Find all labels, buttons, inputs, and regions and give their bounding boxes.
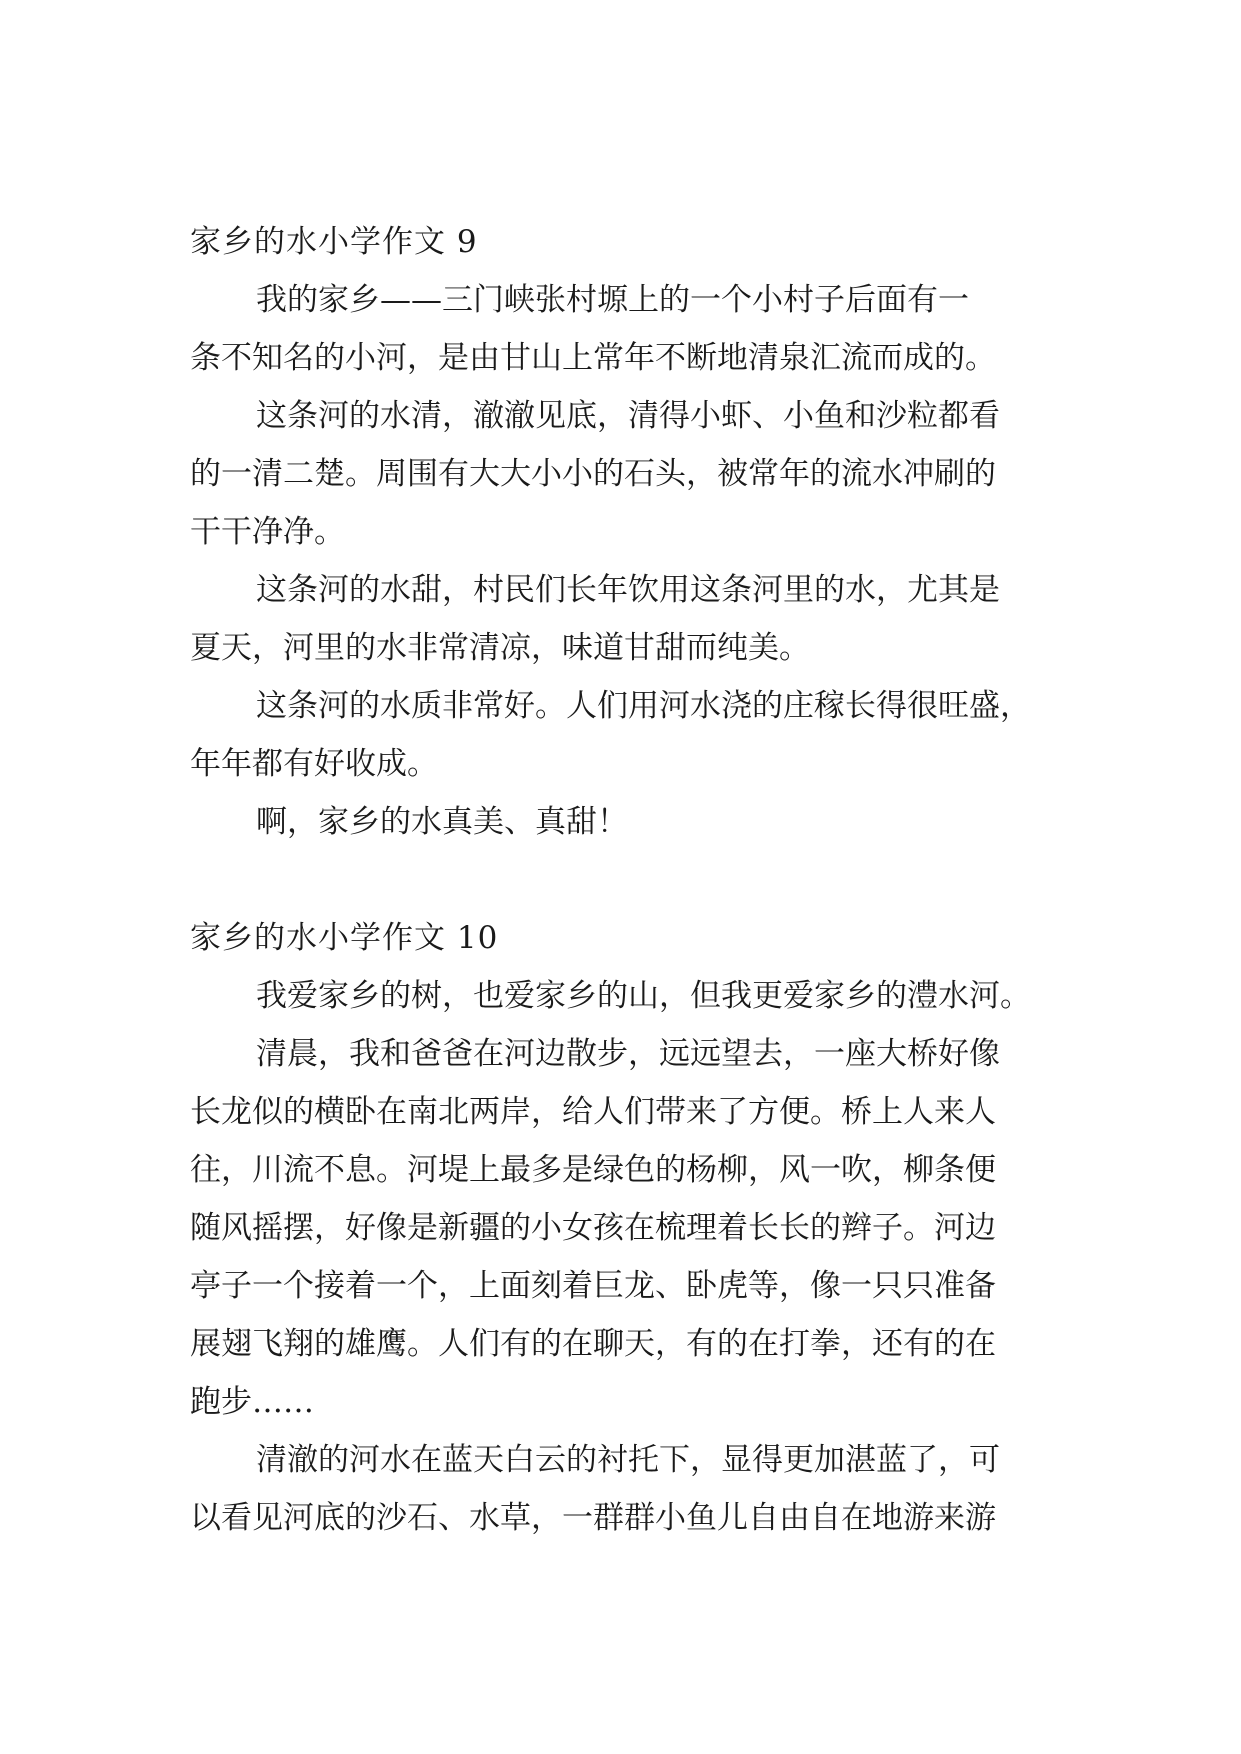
- paragraph-line: 清晨，我和爸爸在河边散步，远远望去，一座大桥好像: [256, 1036, 1000, 1072]
- paragraph-line: 跑步……: [190, 1384, 314, 1420]
- paragraph-line: 清澈的河水在蓝天白云的衬托下，显得更加湛蓝了，可: [256, 1442, 1000, 1478]
- paragraph-line: 条不知名的小河，是由甘山上常年不断地清泉汇流而成的。: [190, 340, 996, 376]
- paragraph-line: 展翅飞翔的雄鹰。人们有的在聊天，有的在打拳，还有的在: [190, 1326, 996, 1362]
- paragraph-line: 年年都有好收成。: [190, 746, 438, 782]
- paragraph-line: 夏天，河里的水非常清凉，味道甘甜而纯美。: [190, 630, 810, 666]
- paragraph-line: 随风摇摆，好像是新疆的小女孩在梳理着长长的辫子。河边: [190, 1210, 996, 1246]
- paragraph-line: 亭子一个接着一个，上面刻着巨龙、卧虎等，像一只只准备: [190, 1268, 996, 1304]
- paragraph-line: 以看见河底的沙石、水草，一群群小鱼儿自由自在地游来游: [190, 1500, 996, 1536]
- paragraph-line: 这条河的水清，澈澈见底，清得小虾、小鱼和沙粒都看: [256, 398, 1000, 434]
- paragraph-line: 这条河的水质非常好。人们用河水浇的庄稼长得很旺盛，: [256, 688, 1031, 724]
- paragraph-line: 长龙似的横卧在南北两岸，给人们带来了方便。桥上人来人: [190, 1094, 996, 1130]
- paragraph-line: 啊，家乡的水真美、真甜！: [256, 804, 628, 840]
- paragraph-line: 我爱家乡的树，也爱家乡的山，但我更爱家乡的澧水河。: [256, 978, 1031, 1014]
- paragraph-line: 的一清二楚。周围有大大小小的石头，被常年的流水冲刷的: [190, 456, 996, 492]
- paragraph-line: 我的家乡——三门峡张村塬上的一个小村子后面有一: [256, 282, 969, 318]
- section-title: 家乡的水小学作文 9: [190, 224, 478, 260]
- section-title: 家乡的水小学作文 10: [190, 920, 499, 956]
- paragraph-line: 这条河的水甜，村民们长年饮用这条河里的水，尤其是: [256, 572, 1000, 608]
- paragraph-line: 往，川流不息。河堤上最多是绿色的杨柳，风一吹，柳条便: [190, 1152, 996, 1188]
- paragraph-line: 干干净净。: [190, 514, 345, 550]
